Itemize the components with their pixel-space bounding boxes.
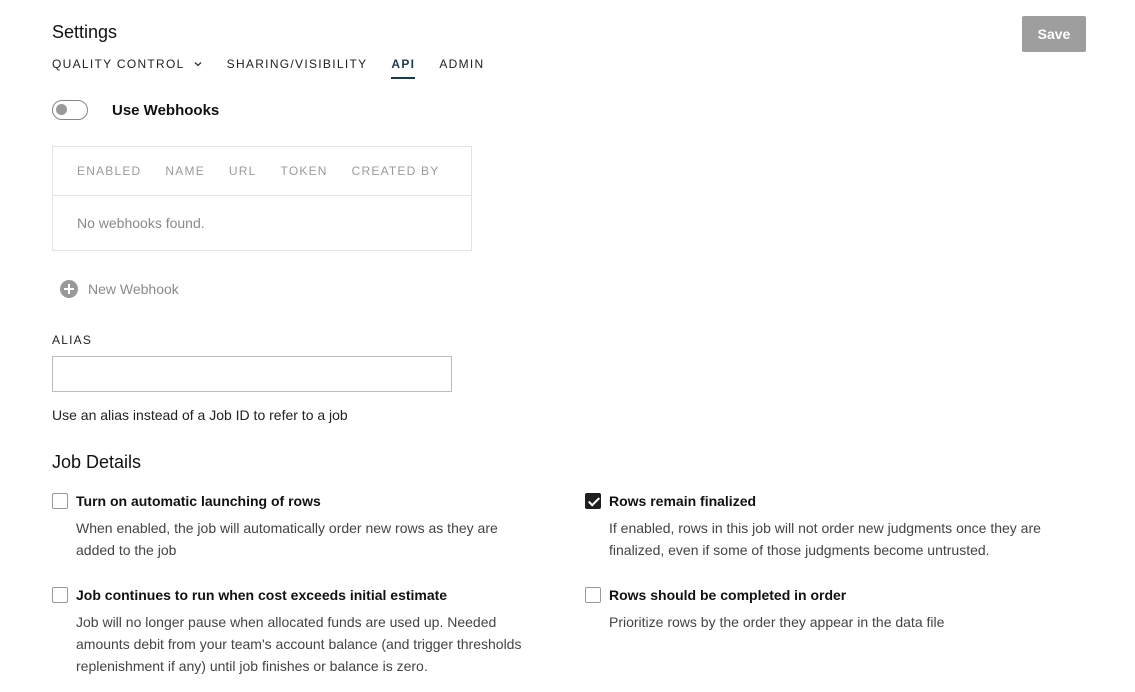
option-row [585, 493, 1055, 509]
auto-launch-checkbox[interactable] [52, 493, 68, 509]
webhooks-empty-message: No webhooks found. [77, 215, 205, 231]
chevron-down-icon [193, 59, 203, 69]
tab-api[interactable] [391, 57, 415, 79]
option-row [52, 493, 522, 509]
tab-quality-control[interactable] [52, 57, 203, 79]
option-auto-launch [52, 493, 522, 561]
webhooks-table-header [53, 147, 471, 196]
new-webhook-label: New Webhook [88, 281, 179, 297]
new-webhook-button[interactable] [60, 280, 179, 298]
toggle-knob [56, 104, 67, 115]
tab-admin[interactable] [439, 57, 484, 79]
option-rows-remain-finalized [585, 493, 1055, 561]
column-header-enabled: ENABLED [77, 164, 142, 178]
option-description: If enabled, rows in this job will not order new judgments once they are finalized, even if some of those judgments become untrusted. [609, 520, 1041, 558]
tab-bar [52, 57, 508, 83]
option-title: Job continues to run when cost exceeds initial estimate [76, 587, 448, 603]
option-description: When enabled, the job will automatically order new rows as they are added to the job [76, 520, 498, 558]
job-details-title: Job Details [52, 452, 142, 472]
tab-label: SHARING/VISIBILITY [226, 57, 368, 71]
cost-exceeds-checkbox[interactable] [52, 587, 68, 603]
tab-label: ADMIN [439, 57, 485, 71]
tab-sharing-visibility[interactable] [227, 57, 368, 79]
tab-label: QUALITY CONTROL [52, 57, 185, 71]
column-header-created-by: CREATED BY [351, 164, 440, 178]
page-title: Settings [52, 22, 118, 42]
alias-help-text: Use an alias instead of a Job ID to refer to a job [52, 407, 348, 423]
option-row [52, 587, 522, 603]
option-description: Prioritize rows by the order they appear in the data file [609, 614, 945, 630]
option-cost-exceeds [52, 587, 522, 677]
option-title: Turn on automatic launching of rows [76, 493, 321, 509]
alias-label: ALIAS [52, 333, 93, 347]
option-title: Rows remain finalized [609, 493, 757, 509]
column-header-url: URL [228, 164, 257, 178]
option-title: Rows should be completed in order [609, 587, 847, 603]
save-button[interactable]: Save [1022, 16, 1086, 52]
plus-circle-icon [60, 280, 78, 298]
webhooks-toggle[interactable] [52, 100, 88, 120]
option-complete-in-order [585, 587, 1055, 633]
column-header-token: TOKEN [280, 164, 328, 178]
webhooks-toggle-row [52, 100, 219, 120]
tab-label: API [391, 57, 416, 71]
alias-input[interactable] [52, 356, 452, 392]
option-row [585, 587, 1055, 603]
webhooks-table [52, 146, 472, 251]
complete-in-order-checkbox[interactable] [585, 587, 601, 603]
column-header-name: NAME [165, 164, 205, 178]
rows-remain-finalized-checkbox[interactable] [585, 493, 601, 509]
option-description: Job will no longer pause when allocated funds are used up. Needed amounts debit from your team's account balance (and trigger thresholds replenishment if any) until job finishes or balance is zero. [76, 614, 522, 674]
webhooks-toggle-label: Use Webhooks [112, 101, 220, 119]
